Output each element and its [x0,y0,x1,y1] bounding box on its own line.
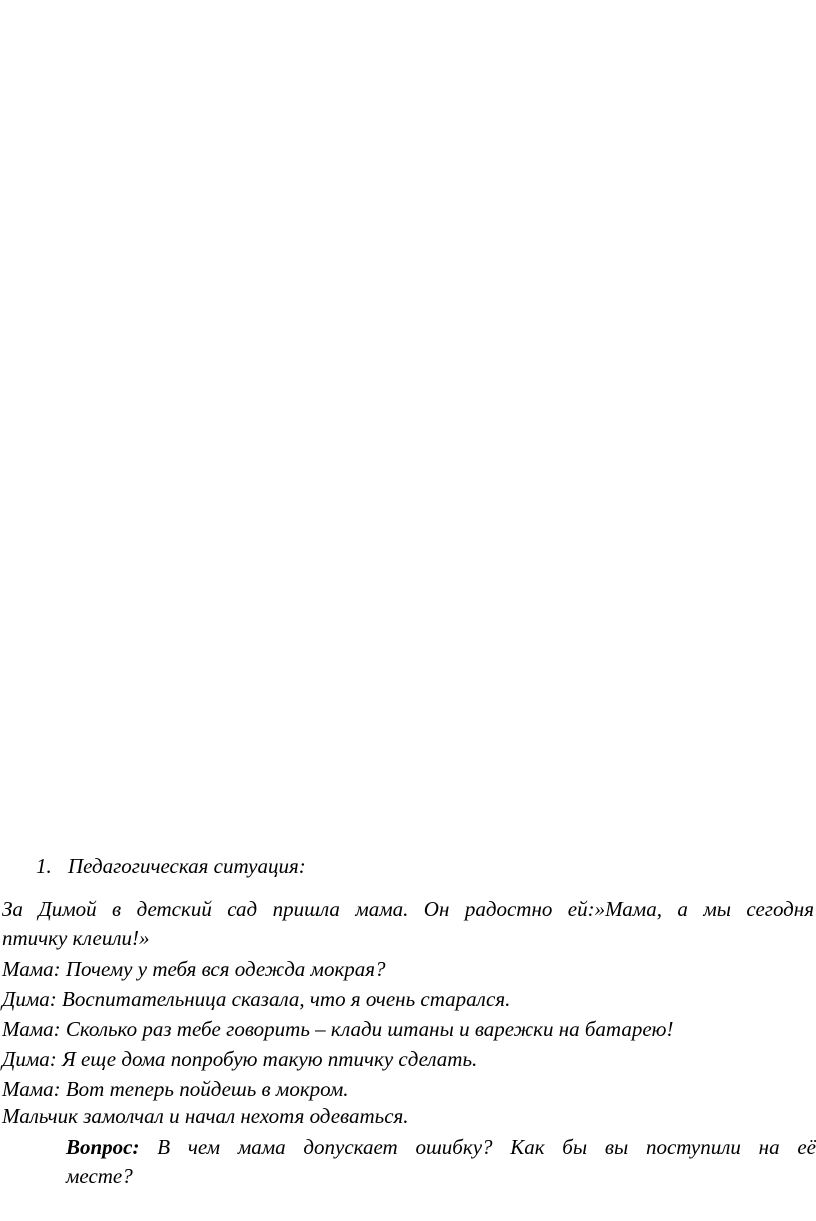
question-line-2: месте? [66,1164,133,1188]
story-line-8: Мальчик замолчал и начал нехотя одеваться. [2,1104,409,1128]
story-line-4: Дима: Воспитательница сказала, что я очень старался. [2,987,511,1011]
section-heading [36,852,306,880]
question-label: Вопрос: [66,1135,140,1159]
story-line-2: птичку клеили!» [2,926,150,950]
story-line-5: Мама: Сколько раз тебе говорить – клади штаны и варежки на батарею! [2,1017,674,1041]
story-line-6: Дима: Я еще дома попробую такую птичку сделать. [2,1047,478,1071]
story-line-1: За Димой в детский сад пришла мама. Он радостно ей:»Мама, а мы сегодня [2,897,814,921]
question-text: В чем мама допускает ошибку? Как бы вы поступили на её [157,1135,816,1159]
list-number: 1. [36,854,52,878]
section-title: Педагогическая ситуация: [68,854,306,878]
story-line-3: Мама: Почему у тебя вся одежда мокрая? [2,957,386,981]
story-line-7: Мама: Вот теперь пойдешь в мокром. [2,1077,349,1101]
question-line-1 [66,1133,816,1161]
